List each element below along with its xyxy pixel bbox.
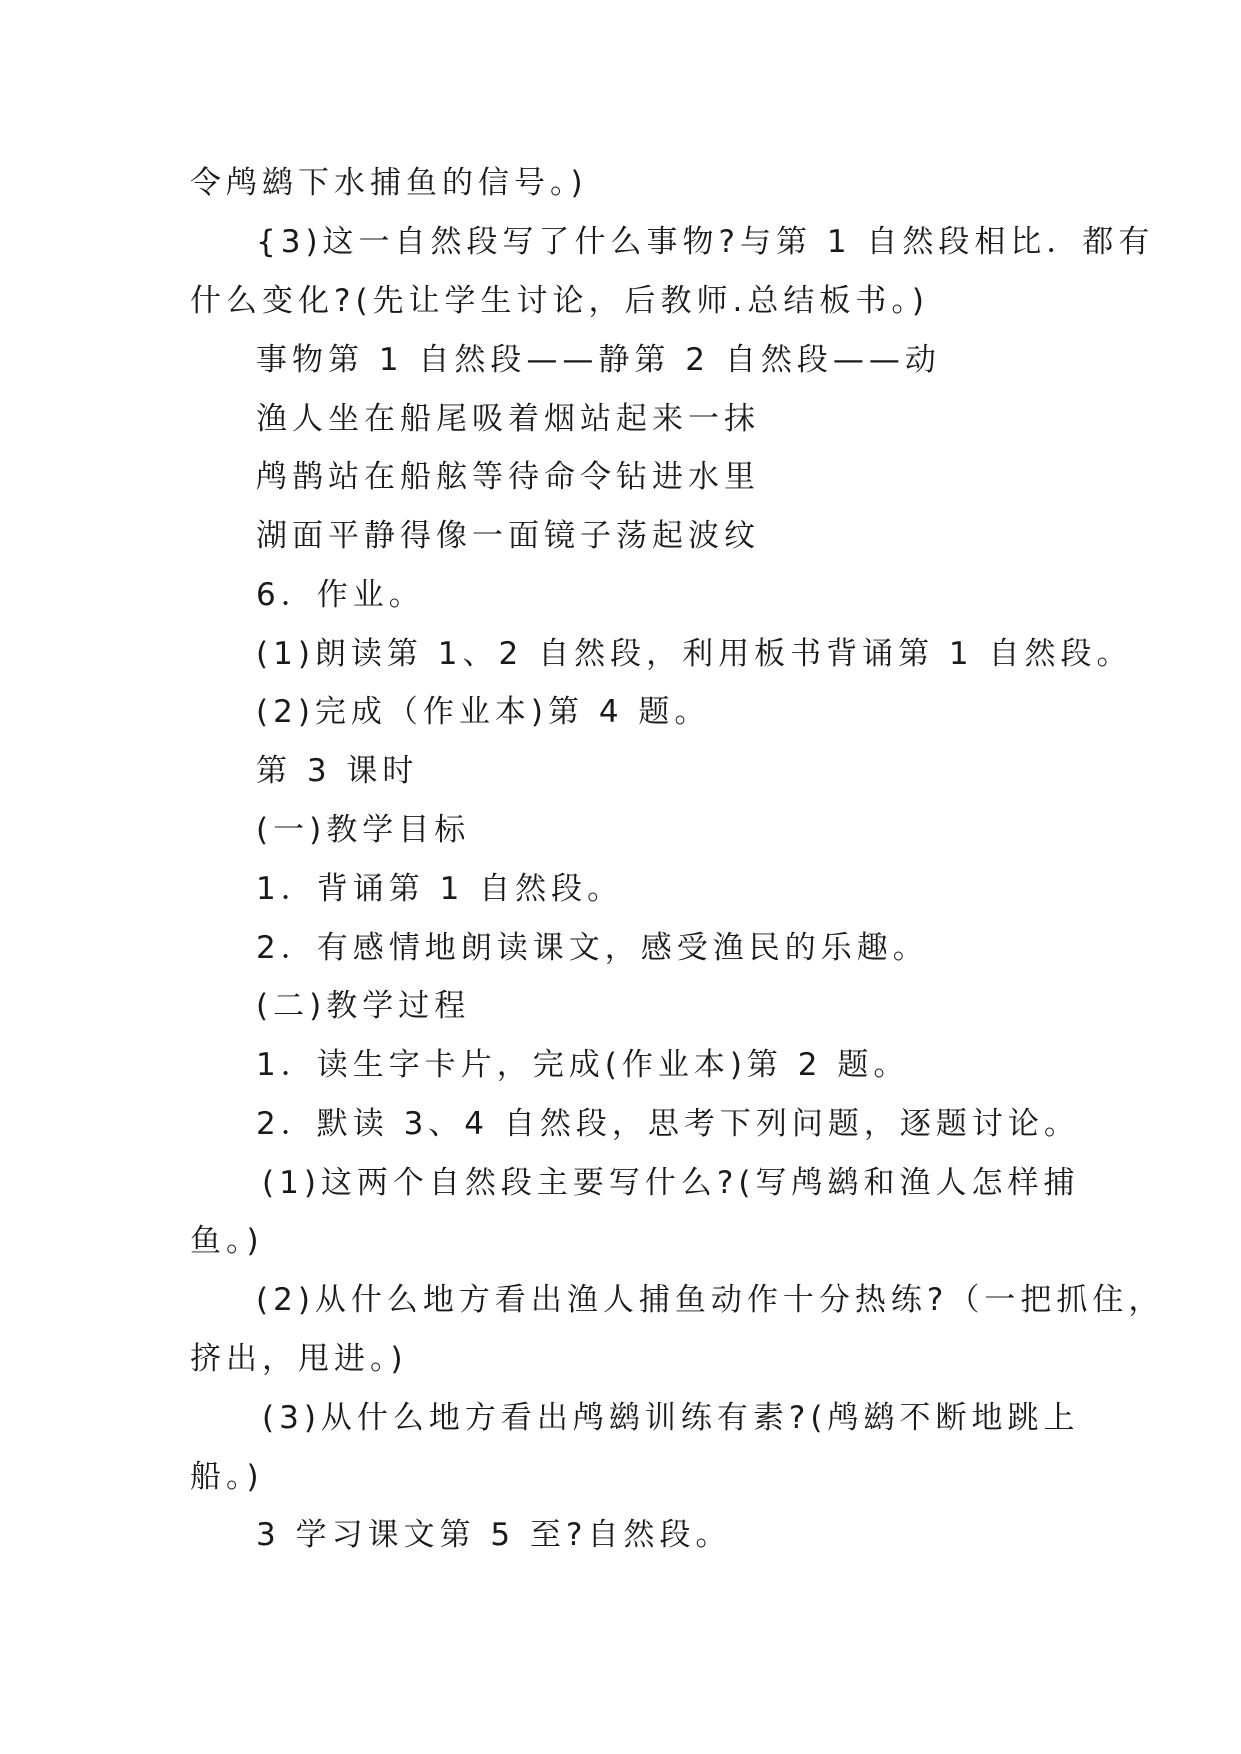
text-line: 2．默读 3、4 自然段，思考下列问题，逐题讨论。 xyxy=(256,1106,1080,1142)
text-line: 6．作业。 xyxy=(256,577,425,613)
text-line: {3)这一自然段写了什么事物?与第 1 自然段相比．都有 xyxy=(256,224,1155,260)
text-line: (3)从什么地方看出鸬鹚训练有素?(鸬鹚不断地跳上 xyxy=(262,1400,1080,1436)
text-line: (二)教学过程 xyxy=(256,988,471,1024)
text-line: (2)从什么地方看出渔人捕鱼动作十分热练?（一把抓住， xyxy=(256,1282,1165,1318)
text-line: (2)完成（作业本)第 4 题。 xyxy=(256,694,711,730)
text-line: 事物第 1 自然段——静第 2 自然段——动 xyxy=(256,342,941,378)
text-line: 湖面平静得像一面镜子荡起波纹 xyxy=(256,518,760,554)
text-line: 渔人坐在船尾吸着烟站起来一抹 xyxy=(256,401,760,437)
text-line: 3 学习课文第 5 至?自然段。 xyxy=(256,1517,732,1553)
text-line: 1．背诵第 1 自然段。 xyxy=(256,871,624,907)
text-line: 令鸬鹚下水捕鱼的信号。) xyxy=(190,165,588,201)
text-line: (1)朗读第 1、2 自然段，利用板书背诵第 1 自然段。 xyxy=(256,636,1133,672)
text-line: 什么变化?(先让学生讨论，后教师.总结板书。) xyxy=(190,283,929,319)
text-line: (一)教学目标 xyxy=(256,812,471,848)
text-line: (1)这两个自然段主要写什么?(写鸬鹚和渔人怎样捕 xyxy=(262,1165,1080,1201)
text-line: 鱼。) xyxy=(190,1223,264,1259)
text-line: 2．有感情地朗读课文，感受渔民的乐趣。 xyxy=(256,930,929,966)
text-line: 1．读生字卡片，完成(作业本)第 2 题。 xyxy=(256,1047,910,1083)
text-line: 鸬鹊站在船舷等待命令钻进水里 xyxy=(256,459,760,495)
text-line: 第 3 课时 xyxy=(256,753,419,789)
text-line: 船。) xyxy=(190,1459,264,1495)
text-line: 挤出，甩进。) xyxy=(190,1341,408,1377)
